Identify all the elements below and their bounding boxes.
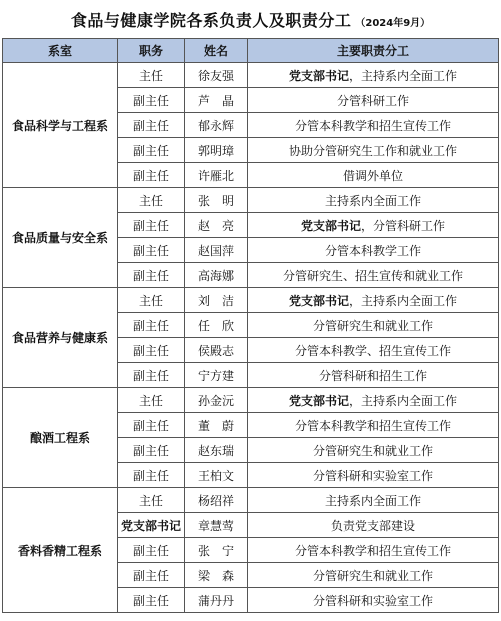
position-cell: 主任 bbox=[118, 488, 185, 513]
person-name-cell: 任 欣 bbox=[185, 313, 248, 338]
table-header-row bbox=[3, 39, 499, 63]
duty-cell bbox=[248, 513, 499, 538]
position-cell: 主任 bbox=[118, 188, 185, 213]
duty-text: 分管本科教学和招生宣传工作 bbox=[294, 418, 451, 433]
person-name-cell: 王柏文 bbox=[185, 463, 248, 488]
person-name-cell: 郭明璋 bbox=[185, 138, 248, 163]
position-cell: 副主任 bbox=[118, 413, 185, 438]
position-cell: 副主任 bbox=[118, 163, 185, 188]
duty-cell bbox=[248, 113, 499, 138]
position-cell: 副主任 bbox=[118, 238, 185, 263]
table-row bbox=[3, 63, 499, 88]
duty-cell bbox=[248, 288, 499, 313]
duty-cell bbox=[248, 338, 499, 363]
duty-cell bbox=[248, 313, 499, 338]
table-body bbox=[3, 63, 499, 613]
page-title bbox=[0, 0, 501, 38]
position-cell: 副主任 bbox=[118, 313, 185, 338]
position-cell: 副主任 bbox=[118, 438, 185, 463]
duty-text: 分管本科教学工作 bbox=[324, 243, 421, 258]
position-cell: 主任 bbox=[118, 388, 185, 413]
duty-cell bbox=[248, 213, 499, 238]
person-name-cell: 赵国萍 bbox=[185, 238, 248, 263]
duty-cell bbox=[248, 563, 499, 588]
position-cell: 副主任 bbox=[118, 213, 185, 238]
person-name-cell: 董 蔚 bbox=[185, 413, 248, 438]
duty-cell bbox=[248, 438, 499, 463]
duty-text: 分管科研和招生工作 bbox=[318, 368, 427, 383]
table-row bbox=[3, 488, 499, 513]
person-name-cell: 宁方建 bbox=[185, 363, 248, 388]
person-name-cell: 蒲丹丹 bbox=[185, 588, 248, 613]
duty-cell bbox=[248, 263, 499, 288]
duty-text: 借调外单位 bbox=[342, 168, 403, 183]
person-name-cell: 郁永辉 bbox=[185, 113, 248, 138]
duty-cell bbox=[248, 88, 499, 113]
table-row bbox=[3, 288, 499, 313]
person-name-cell: 章慧莺 bbox=[185, 513, 248, 538]
duty-cell bbox=[248, 538, 499, 563]
duty-cell bbox=[248, 63, 499, 88]
position-cell: 副主任 bbox=[118, 563, 185, 588]
duty-cell bbox=[248, 388, 499, 413]
person-name-cell: 杨绍祥 bbox=[185, 488, 248, 513]
department-name: 香料香精工程系 bbox=[3, 488, 118, 613]
person-name-cell: 许雁北 bbox=[185, 163, 248, 188]
duty-cell bbox=[248, 188, 499, 213]
duty-text: ，主持系内全面工作 bbox=[349, 68, 458, 83]
person-name-cell: 张 明 bbox=[185, 188, 248, 213]
duty-text: ，主持系内全面工作 bbox=[349, 393, 458, 408]
duty-cell bbox=[248, 163, 499, 188]
duty-text: 分管研究生和就业工作 bbox=[312, 568, 433, 583]
duty-text: 主持系内全面工作 bbox=[324, 193, 421, 208]
duty-text: 分管科研和实验室工作 bbox=[312, 468, 433, 483]
person-name-cell: 高海娜 bbox=[185, 263, 248, 288]
header-position: 职务 bbox=[118, 39, 185, 63]
department-name: 食品质量与安全系 bbox=[3, 188, 118, 288]
duty-text: ，分管科研工作 bbox=[361, 218, 446, 233]
person-name-cell: 赵东瑞 bbox=[185, 438, 248, 463]
person-name-cell: 侯殿志 bbox=[185, 338, 248, 363]
department-name: 食品科学与工程系 bbox=[3, 63, 118, 188]
position-cell: 副主任 bbox=[118, 88, 185, 113]
duty-cell bbox=[248, 588, 499, 613]
duty-cell bbox=[248, 363, 499, 388]
position-cell: 副主任 bbox=[118, 113, 185, 138]
title-main: 食品与健康学院各系负责人及职责分工 bbox=[70, 10, 352, 30]
responsibility-table bbox=[2, 38, 499, 613]
table-row bbox=[3, 188, 499, 213]
position-cell: 党支部书记 bbox=[118, 513, 185, 538]
position-cell: 副主任 bbox=[118, 338, 185, 363]
duty-role-bold: 党支部书记 bbox=[288, 68, 349, 83]
duty-text: 分管研究生和就业工作 bbox=[312, 443, 433, 458]
duty-text: 分管研究生和就业工作 bbox=[312, 318, 433, 333]
duty-cell bbox=[248, 488, 499, 513]
position-cell: 主任 bbox=[118, 288, 185, 313]
position-cell: 副主任 bbox=[118, 363, 185, 388]
duty-cell bbox=[248, 238, 499, 263]
duty-text: 协助分管研究生工作和就业工作 bbox=[288, 143, 457, 158]
duty-text: 分管本科教学和招生宣传工作 bbox=[294, 543, 451, 558]
header-name: 姓名 bbox=[185, 39, 248, 63]
duty-cell bbox=[248, 463, 499, 488]
position-cell: 主任 bbox=[118, 63, 185, 88]
title-date: （2024年9月） bbox=[355, 17, 431, 29]
person-name-cell: 张 宁 bbox=[185, 538, 248, 563]
duty-role-bold: 党支部书记 bbox=[288, 393, 349, 408]
duty-text: ，主持系内全面工作 bbox=[349, 293, 458, 308]
person-name-cell: 徐友强 bbox=[185, 63, 248, 88]
header-duty: 主要职责分工 bbox=[248, 39, 499, 63]
position-cell: 副主任 bbox=[118, 538, 185, 563]
duty-role-bold: 党支部书记 bbox=[300, 218, 361, 233]
duty-cell bbox=[248, 413, 499, 438]
duty-text: 负责党支部建设 bbox=[330, 518, 415, 533]
person-name-cell: 芦 晶 bbox=[185, 88, 248, 113]
person-name-cell: 赵 亮 bbox=[185, 213, 248, 238]
duty-text: 主持系内全面工作 bbox=[324, 493, 421, 508]
header-department: 系室 bbox=[3, 39, 118, 63]
duty-text: 分管科研和实验室工作 bbox=[312, 593, 433, 608]
person-name-cell: 梁 森 bbox=[185, 563, 248, 588]
position-cell: 副主任 bbox=[118, 463, 185, 488]
duty-cell bbox=[248, 138, 499, 163]
duty-text: 分管研究生、招生宣传和就业工作 bbox=[282, 268, 463, 283]
position-cell: 副主任 bbox=[118, 588, 185, 613]
department-name: 酿酒工程系 bbox=[3, 388, 118, 488]
position-cell: 副主任 bbox=[118, 263, 185, 288]
duty-role-bold: 党支部书记 bbox=[288, 293, 349, 308]
person-name-cell: 刘 洁 bbox=[185, 288, 248, 313]
duty-text: 分管科研工作 bbox=[336, 93, 409, 108]
duty-text: 分管本科教学和招生宣传工作 bbox=[294, 118, 451, 133]
table-row bbox=[3, 388, 499, 413]
position-cell: 副主任 bbox=[118, 138, 185, 163]
duty-text: 分管本科教学、招生宣传工作 bbox=[294, 343, 451, 358]
department-name: 食品营养与健康系 bbox=[3, 288, 118, 388]
person-name-cell: 孙金沅 bbox=[185, 388, 248, 413]
